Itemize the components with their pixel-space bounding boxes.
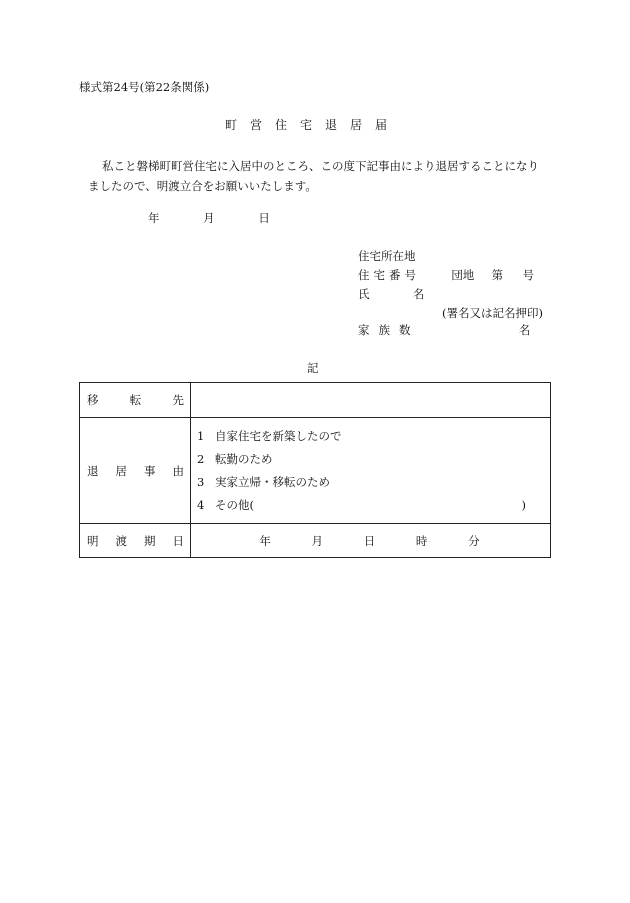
- reason-num-2: 2: [197, 451, 205, 466]
- reason-num-4: 4: [197, 497, 205, 512]
- signature-note: (署名又は記名押印): [442, 306, 543, 320]
- handover-minute: 分: [468, 533, 480, 548]
- housing-number-row: [358, 268, 534, 282]
- reason-char-4: 由: [172, 463, 184, 478]
- reason-label-cell: [80, 418, 191, 524]
- family-suffix: 名: [518, 323, 531, 337]
- reason-num-3: 3: [197, 474, 205, 489]
- reason-option-4[interactable]: [197, 494, 550, 517]
- destination-label-cell: [80, 383, 191, 418]
- handover-row: [80, 524, 551, 558]
- handover-label: [80, 533, 190, 549]
- handover-char-2: 渡: [115, 533, 127, 548]
- handover-char-1: 明: [87, 533, 99, 548]
- form-table: [79, 382, 551, 558]
- reason-option-1[interactable]: [197, 425, 550, 448]
- housing-dai: 第: [491, 268, 504, 282]
- submission-date: [148, 211, 270, 225]
- handover-datetime: [191, 533, 550, 549]
- reason-num-1: 1: [197, 428, 205, 443]
- reason-row: [80, 418, 551, 524]
- housing-go: 号: [522, 268, 534, 282]
- other-close-paren: ): [521, 497, 526, 512]
- body-line-2: ましたので、明渡立合をお願いいたします。: [88, 179, 317, 193]
- name-label-1: 氏: [358, 287, 370, 301]
- date-day: 日: [258, 211, 270, 225]
- family-row: [358, 323, 530, 337]
- handover-year: 年: [259, 533, 271, 548]
- housing-number-label: 住宅番号: [358, 268, 420, 282]
- handover-char-4: 日: [172, 533, 184, 548]
- date-month: 月: [203, 211, 215, 225]
- reason-option-3[interactable]: [197, 471, 550, 494]
- destination-char-3: 先: [172, 393, 184, 407]
- address-label: 住宅所在地: [358, 249, 416, 263]
- destination-char-2: 転: [129, 393, 142, 407]
- reason-text-1: 自家住宅を新築したので: [215, 428, 342, 443]
- name-label-2: 名: [412, 287, 425, 301]
- handover-label-cell: [80, 524, 191, 558]
- document-title: 町営住宅退居届: [225, 118, 401, 132]
- reason-char-1: 退: [87, 463, 99, 478]
- family-label: 家族数: [358, 323, 420, 337]
- reason-list: [191, 419, 550, 523]
- date-year: 年: [148, 211, 160, 225]
- reason-text-4: その他(: [215, 497, 254, 512]
- reason-options-cell: [191, 418, 551, 524]
- handover-day: 日: [363, 533, 376, 548]
- reason-label: [80, 463, 190, 479]
- handover-datetime-field[interactable]: [191, 524, 551, 558]
- destination-char-1: 移: [87, 393, 99, 407]
- handover-hour: 時: [415, 533, 428, 548]
- body-text: [88, 156, 558, 196]
- handover-month: 月: [311, 533, 324, 548]
- destination-field[interactable]: [191, 383, 551, 418]
- reason-char-2: 居: [115, 463, 127, 478]
- reason-option-2[interactable]: [197, 448, 550, 471]
- body-line-1: 私こと磐梯町町営住宅に入居中のところ、この度下記事由により退居することになり: [102, 159, 539, 173]
- destination-row: [80, 383, 551, 418]
- form-number: 様式第24号(第22条関係): [79, 80, 210, 94]
- ki-heading: 記: [307, 361, 319, 375]
- housing-danchi: 団地: [451, 268, 475, 282]
- handover-char-3: 期: [144, 533, 156, 548]
- name-row: [358, 287, 424, 301]
- reason-text-2: 転勤のため: [215, 451, 273, 466]
- reason-text-3: 実家立帰・移転のため: [215, 474, 330, 489]
- reason-char-3: 事: [144, 463, 156, 478]
- destination-label: [80, 392, 190, 408]
